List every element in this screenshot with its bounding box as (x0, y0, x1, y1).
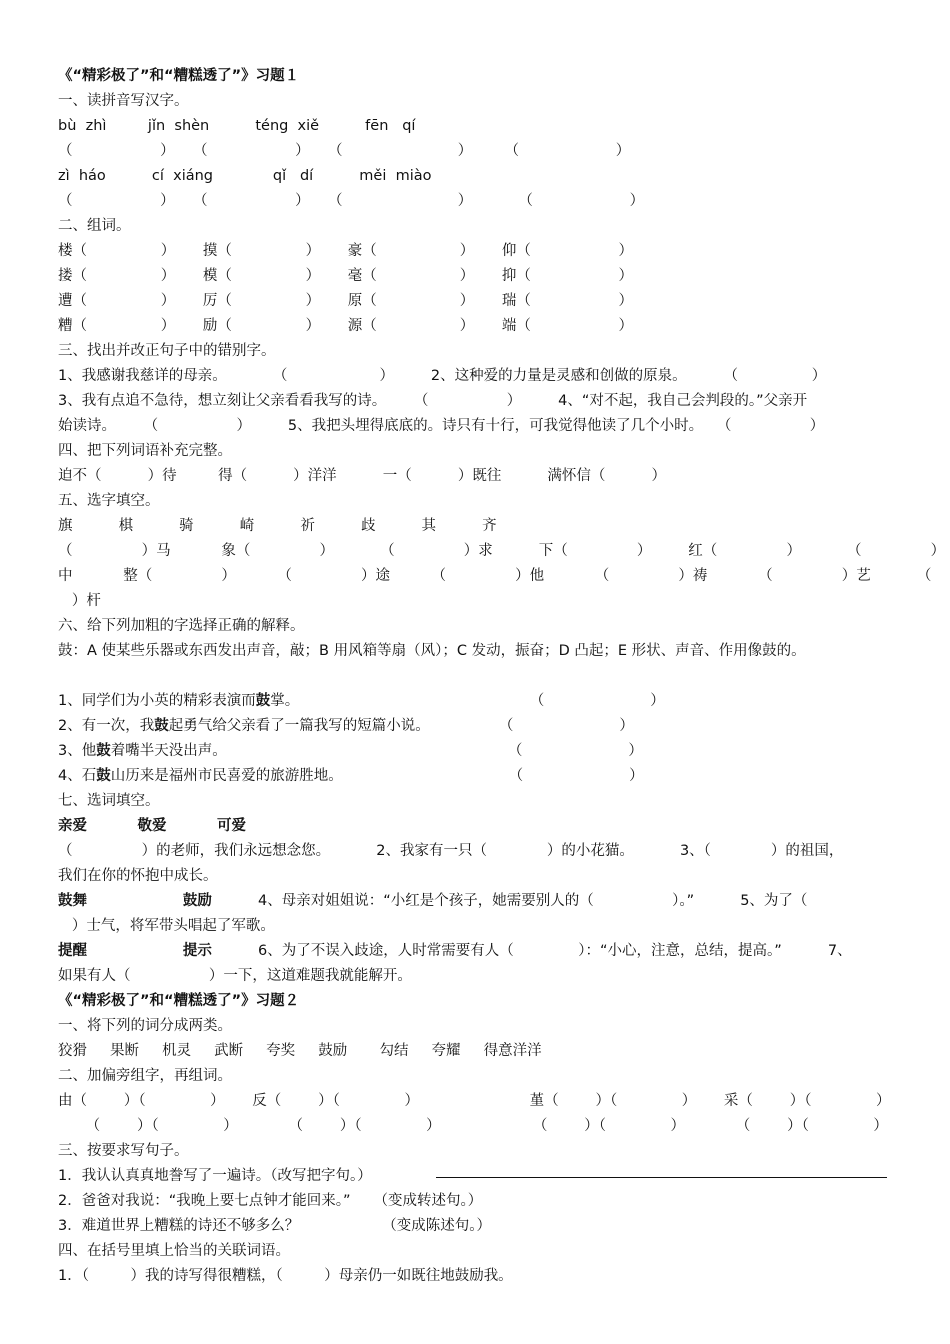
text-line: 由（ ）（ ） 反（ ）（ ） 堇（ ）（ ） 采（ ）（ ） (58, 1093, 891, 1109)
text-line: 一、将下列的词分成两类。 (58, 1018, 232, 1034)
text-line: ）杆 (58, 593, 101, 609)
text-line: 3、我有点追不急待，想立刻让父亲看看我写的诗。 （ ） 4、“对不起，我自己会判段的。”父亲开 (58, 393, 808, 409)
text-line: 鼓舞 鼓励 4、母亲对姐姐说：“小红是个孩子，她需要别人的（ ）。” 5、为了（ (58, 893, 808, 909)
text-line: 2、有一次，我鼓起勇气给父亲看了一篇我写的短篇小说。 （ ） (58, 718, 634, 734)
text-line: 我们在你的怀抱中成长。 (58, 868, 218, 884)
text-line: 1、我感谢我慈详的母亲。 （ ） 2、这种爱的力量是灵感和创做的原泉。 （ ） (58, 368, 827, 384)
text-line: 3．难道世界上糟糕的诗还不够多么？ （变成陈述句。） (58, 1218, 491, 1234)
text-line: （ ） （ ） （ ） （ ） (58, 193, 645, 209)
text-line: 三、按要求写句子。 (58, 1143, 189, 1159)
text-line: 2．爸爸对我说：“我晚上要七点钟才能回来。” （变成转述句。） (58, 1193, 483, 1209)
text-line: 二、组词。 (58, 218, 131, 234)
text-line: 搂（ ） 模（ ） 毫（ ） 抑（ ） (58, 268, 633, 284)
text-line: 提醒 提示 6、为了不误入歧途，人时常需要有人（ ）：“小心，注意，总结，提高。” 7、 (58, 943, 852, 959)
text-line: 《“精彩极了”和“糟糕透了”》习题２ (58, 993, 300, 1009)
text-line: 4、石鼓山历来是福州市民喜爱的旅游胜地。 （ ） (58, 768, 644, 784)
text-line: （ ）的老师，我们永远想念您。 2、我家有一只（ ）的小花猫。 3、（ ）的祖国， (58, 843, 844, 859)
text-line: 1．（ ）我的诗写得很糟糕，（ ）母亲仍一如既往地鼓励我。 (58, 1268, 513, 1284)
text-line: 1、同学们为小英的精彩表演而鼓掌。 （ ） (58, 693, 665, 709)
text-line: 迫不（ ）待 得（ ）洋洋 一（ ）既往 满怀信（ ） (58, 468, 667, 484)
text-line: 3、他鼓着嘴半天没出声。 （ ） (58, 743, 643, 759)
text-line: 中 整（ ） （ ）途 （ ）他 （ ）祷 （ ）艺 （ (58, 568, 932, 584)
text-line: zì háo cí xiáng qǐ dí měi miào (58, 168, 432, 184)
text-line: 四、在括号里填上恰当的关联词语。 (58, 1243, 290, 1259)
text-line: （ ） （ ） （ ） （ ） (58, 143, 631, 159)
text-line: 三、找出并改正句子中的错别字。 (58, 343, 276, 359)
text-line: 鼓：A 使某些乐器或东西发出声音，敲；B 用风箱等扇（风）；C 发动，振奋；D 凸起；E 形状、声音、作用像鼓的。 (58, 643, 806, 659)
text-line: 七、选词填空。 (58, 793, 160, 809)
text-line: 如果有人（ ）一下，这道难题我就能解开。 (58, 968, 412, 984)
text-line: 《“精彩极了”和“糟糕透了”》习题１ (58, 68, 300, 84)
text-line: 遭（ ） 厉（ ） 原（ ） 瑞（ ） (58, 293, 633, 309)
text-line: bù zhì jǐn shèn téng xiě fēn qí (58, 118, 416, 134)
text-line: 六、给下列加粗的字选择正确的解释。 (58, 618, 305, 634)
text-line: 楼（ ） 摸（ ） 豪（ ） 仰（ ） (58, 243, 633, 259)
text-line: 狡猾 果断 机灵 武断 夸奖 鼓励 勾结 夸耀 得意洋洋 (58, 1043, 542, 1059)
text-line: 二、加偏旁组字，再组词。 (58, 1068, 232, 1084)
text-line: 糟（ ） 励（ ） 源（ ） 端（ ） (58, 318, 633, 334)
text-line: 五、选字填空。 (58, 493, 160, 509)
text-line: 始读诗。 （ ） 5、我把头埋得底底的。诗只有十行，可我觉得他读了几个小时。 （ ） (58, 418, 825, 434)
text-line: （ ）（ ） （ ）（ ） （ ）（ ） （ ）（ ） (58, 1118, 888, 1134)
text-line: 四、把下列词语补充完整。 (58, 443, 232, 459)
text-line: 旗 棋 骑 崎 祈 歧 其 齐 (58, 518, 497, 534)
text-line: （ ）马 象（ ） （ ）求 下（ ） 红（ ） （ ） (58, 543, 946, 559)
text-line: 一、读拼音写汉字。 (58, 93, 189, 109)
text-line: 亲爱 敬爱 可爱 (58, 818, 246, 834)
answer-underline (436, 1177, 887, 1178)
text-line: ）士气，将军带头唱起了军歌。 (58, 918, 275, 934)
text-line: 1．我认认真真地誊写了一遍诗。（改写把字句。） (58, 1168, 372, 1184)
